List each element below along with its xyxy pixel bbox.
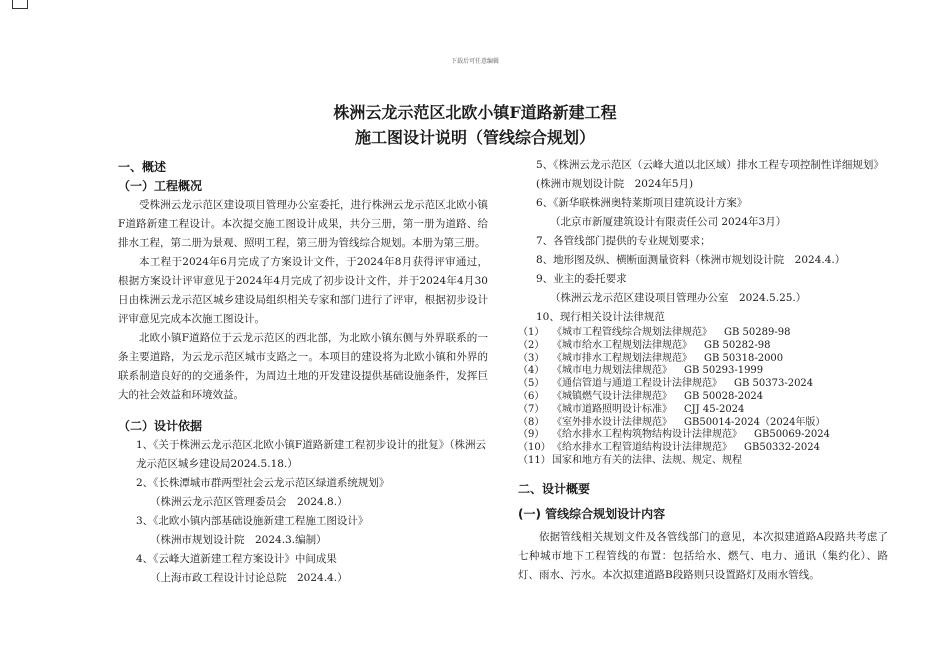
basis-item-source: （北京市新厦建筑设计有限责任公司 2024年3月） [550,216,787,228]
basis-item: 5、《株洲云龙示范区（云峰大道以北区域）排水工程专项控制性详细规划》(株洲市规划设计院 2024年5月) [536,159,884,190]
basis-item: 10、现行相关设计法律规范 [536,311,665,323]
paragraph: 受株洲云龙示范区建设项目管理办公室委托，进行株洲云龙示范区北欧小镇F道路新建工程设计。本次提交施工图设计成果，共分三册，第一册为道路、给排水工程，第二册为景观、照明工程，第三册为管线综合规划。本册为第三册。 [118,199,488,249]
document-subtitle: 施工图设计说明（管线综合规划） [354,128,595,147]
document-title: 株洲云龙示范区北欧小镇F道路新建工程 [333,103,617,122]
basis-item: 9、业主的委托要求 [536,273,627,285]
standard-item: （8） 《室外排水设计法律规范》 GB50014-2024（2024年版） [518,416,826,428]
basis-item-source: （株洲云龙示范区建设项目管理办公室 2024.5.25.） [550,292,807,304]
basis-item: 6、《新华联株洲奥特莱斯项目建筑设计方案》 [536,197,748,209]
standard-item: （9） 《给水排水工程构筑物结构设计法律规范》 GB50069-2024 [518,429,830,441]
basis-item: 4、《云峰大道新建工程方案设计》中间成果 [136,553,337,565]
right-column [518,156,888,585]
standard-item: （3） 《城市排水工程规划法律规范》 GB 50318-2000 [518,352,784,364]
basis-item-source: （上海市政工程设计讨论总院 2024.4.） [150,572,348,584]
standard-item: （4） 《城市电力规划法律规范》 GB 50293-1999 [518,365,764,377]
basis-item-source: （株洲云龙示范区管理委员会 2024.8.） [150,496,348,508]
standard-item: （7） 《城市道路照明设计标准》 CJJ 45-2024 [518,403,745,415]
paragraph: 北欧小镇F道路位于云龙示范区的西北部，为北欧小镇东侧与外界联系的一条主要道路，为云龙示范区城市支路之一。本项目的建设将为北欧小镇和外界的联系制造良好的的交通条件，为周边土地的开发建设提供基础设施条件，发挥巨大的社会效益和环境效益。 [118,332,488,401]
header-note: 下载后可任意编辑 [450,58,499,65]
section-heading-design: 二、设计概要 [518,481,591,496]
standard-item: （11）国家和地方有关的法律、法规、规定、规程 [518,454,742,466]
basis-item: 3、《北欧小镇内部基础设施新建工程施工图设计》 [136,515,369,527]
standard-item: （10）《给水排水工程管道结构设计法律规范》 GB50332-2024 [518,442,820,454]
subsection-heading-project: （一）工程概况 [118,179,203,193]
standard-item: （2） 《城市给水工程规划法律规范》 GB 50282-98 [518,339,771,351]
subsection-heading-basis: （二）设计依据 [118,419,203,433]
section-heading-overview: 一、概述 [118,160,167,174]
standard-item: （5） 《通信管道与通道工程设计法律规范》 GB 50373-2024 [518,378,814,390]
standard-item: （1） 《城市工程管线综合规划法律规范》 GB 50289-98 [518,327,791,338]
basis-item: 8、地形图及纵、横断面测量资料（株洲市规划设计院 2024.4.） [536,254,846,266]
paragraph: 本工程于2024年6月完成了方案设计文件，于2024年8月获得评审通过，根据方案设计评审意见于2024年4月完成了初步设计文件，并于2024年4月30日由株洲云龙示范区城乡建设局组织相关专家和部门进行了评审，根据初步设计评审意见完成本次施工图设计。 [118,256,488,325]
standards-list [518,327,888,468]
subsection-heading-pipeline: (一) 管线综合规划设计内容 [518,506,666,521]
left-column [118,158,488,588]
paragraph: 依据管线相关规划文件及各管线部门的意见，本次拟建道路A段路共考虑了七种城市地下工程管线的布置：包括给水、燃气、电力、通讯（集约化）、路灯、雨水、污水。本次拟建道路B段路则只设置路灯及雨水管线。 [518,530,888,581]
basis-item: 7、各管线部门提供的专业规划要求； [536,235,711,247]
basis-item: 2、《长株潭城市群两型社会云龙示范区绿道系统规划》 [136,477,390,489]
basis-item: 1、《关于株洲云龙示范区北欧小镇F道路新建工程初步设计的批复》（株洲云龙示范区城乡建设局2024.5.18.） [136,439,486,470]
standard-item: （6） 《城镇燃气设计法律规范》 GB 50028-2024 [518,390,764,402]
corner-mark [12,0,28,9]
basis-item-source: （株洲市规划设计院 2024.3.编制） [150,534,327,546]
